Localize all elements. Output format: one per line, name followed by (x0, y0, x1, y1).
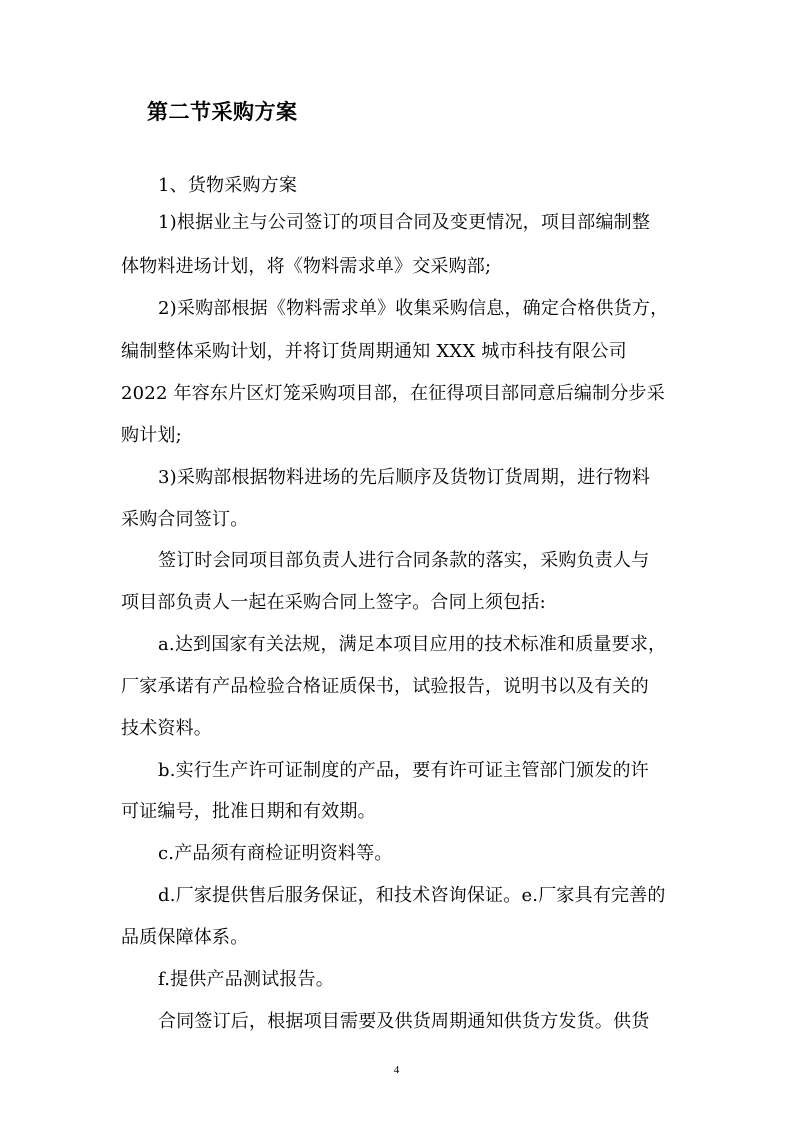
text-line-2-2: 编制整体采购计划，并将订货周期通知 XXX 城市科技有限公司 (121, 341, 627, 362)
page-number: 4 (393, 1064, 400, 1076)
section-title: 第二节采购方案 (147, 99, 298, 124)
text-line-contract-after: 合同签订后，根据项目需要及供货周期通知供货方发货。供货 (158, 1011, 650, 1032)
text-line-d-1: d.厂家提供售后服务保证，和技术咨询保证。e.厂家具有完善的 (158, 885, 666, 906)
text-line-b-2: 可证编号，批准日期和有效期。 (121, 801, 376, 822)
text-line-f: f.提供产品测试报告。 (158, 969, 334, 990)
text-line-sign-2: 项目部负责人一起在采购合同上签字。合同上须包括: (121, 592, 546, 613)
text-line-1-1: 1)根据业主与公司签订的项目合同及变更情况，项目部编制整 (158, 212, 651, 233)
text-line-c: c.产品须有商检证明资料等。 (158, 843, 393, 864)
text-line-2-1: 2)采购部根据《物料需求单》收集采购信息，确定合格供货方， (158, 298, 669, 319)
text-line-a-1: a.达到国家有关法规，满足本项目应用的技术标准和质量要求， (158, 634, 667, 655)
text-line-3-2: 采购合同签订。 (121, 509, 249, 530)
text-line-cargo-heading: 1、货物采购方案 (158, 175, 298, 196)
text-line-a-2: 厂家承诺有产品检验合格证质保书，试验报告，说明书以及有关的 (121, 676, 649, 697)
text-line-3-1: 3)采购部根据物料进场的先后顺序及货物订货周期，进行物料 (158, 467, 651, 488)
text-line-d-2: 品质保障体系。 (121, 927, 249, 948)
text-line-2-4: 购计划; (121, 425, 182, 446)
text-line-sign-1: 签订时会同项目部负责人进行合同条款的落实，采购负责人与 (158, 550, 650, 571)
text-line-1-2: 体物料进场计划，将《物料需求单》交采购部; (121, 256, 492, 277)
text-line-a-3: 技术资料。 (121, 718, 212, 739)
text-line-2-3: 2022 年容东片区灯笼采购项目部，在征得项目部同意后编制分步采 (121, 383, 665, 404)
text-line-b-1: b.实行生产许可证制度的产品，要有许可证主管部门颁发的许 (158, 760, 649, 781)
